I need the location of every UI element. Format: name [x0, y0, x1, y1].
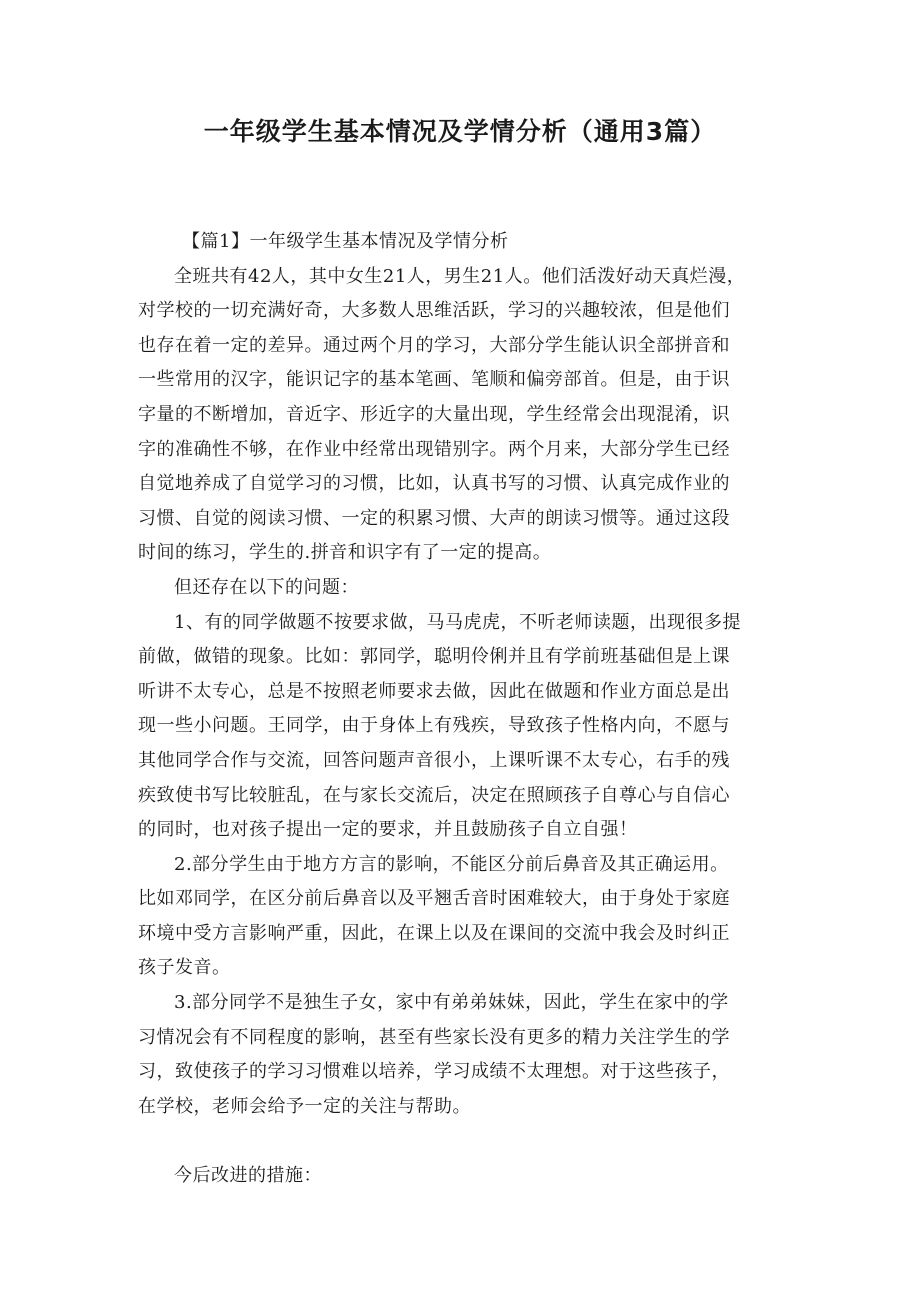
paragraph-line: 听讲不太专心，总是不按照老师要求去做，因此在做题和作业方面总是出 — [138, 680, 730, 702]
paragraph-line: 其他同学合作与交流，回答问题声音很小，上课听课不太专心，右手的残 — [138, 749, 730, 771]
paragraph-line: 自觉地养成了自觉学习的习惯，比如，认真书写的习惯、认真完成作业的 — [138, 473, 730, 495]
paragraph-problem-2 — [138, 848, 778, 986]
paragraph-line: 也存在着一定的差异。通过两个月的学习，大部分学生能认识全部拼音和 — [138, 334, 730, 356]
closing-heading: 今后改进的措施： — [174, 1165, 322, 1187]
paragraph-line: 习惯、自觉的阅读习惯、一定的积累习惯、大声的朗读习惯等。通过这段 — [138, 507, 730, 529]
paragraph-line: 1、有的同学做题不按要求做，马马虎虎，不听老师读题，出现很多提 — [174, 611, 741, 633]
paragraph-spacer — [138, 1124, 778, 1159]
paragraph-problem-3 — [138, 986, 778, 1124]
section-heading: 【篇1】一年级学生基本情况及学情分析 — [182, 231, 509, 252]
paragraph-line: 3.部分同学不是独生子女，家中有弟弟妹妹，因此，学生在家中的学 — [174, 992, 729, 1014]
paragraph-line: 但还存在以下的问题： — [174, 576, 359, 598]
paragraph-line: 一些常用的汉字，能识记字的基本笔画、笔顺和偏旁部首。但是，由于识 — [138, 369, 730, 391]
paragraph-line: 字量的不断增加，音近字、形近字的大量出现，学生经常会出现混淆，识 — [138, 403, 730, 425]
paragraph-line: 字的准确性不够，在作业中经常出现错别字。两个月来，大部分学生已经 — [138, 438, 730, 460]
paragraph-line: 疾致使书写比较脏乱，在与家长交流后，决定在照顾孩子自尊心与自信心 — [138, 784, 730, 806]
paragraph-line: 环境中受方言影响严重，因此，在课上以及在课间的交流中我会及时纠正 — [138, 922, 730, 944]
paragraph-problem-1 — [138, 606, 778, 848]
paragraph-line: 比如邓同学，在区分前后鼻音以及平翘舌音时困难较大，由于身处于家庭 — [138, 888, 730, 910]
paragraph-line: 前做，做错的现象。比如：郭同学，聪明伶俐并且有学前班基础但是上课 — [138, 646, 730, 668]
paragraph-line: 习情况会有不同程度的影响，甚至有些家长没有更多的精力关注学生的学 — [138, 1026, 730, 1048]
document-body — [138, 225, 778, 1194]
paragraph-line: 习，致使孩子的学习习惯难以培养，学习成绩不太理想。对于这些孩子， — [138, 1061, 730, 1083]
paragraph-line: 2.部分学生由于地方方言的影响，不能区分前后鼻音及其正确运用。 — [174, 853, 729, 875]
paragraph-line: 的同时，也对孩子提出一定的要求，并且鼓励孩子自立自强！ — [138, 819, 638, 841]
paragraph-line: 对学校的一切充满好奇，大多数人思维活跃，学习的兴趣较浓，但是他们 — [138, 300, 730, 322]
paragraph-line: 在学校，老师会给予一定的关注与帮助。 — [138, 1095, 471, 1117]
paragraph-line: 现一些小问题。王同学，由于身体上有残疾，导致孩子性格内向，不愿与 — [138, 715, 730, 737]
paragraph-problems-intro — [138, 571, 778, 606]
document-title: 一年级学生基本情况及学情分析（通用3篇） — [203, 117, 717, 146]
paragraph-line: 时间的练习，学生的.拼音和识字有了一定的提高。 — [138, 542, 552, 564]
paragraph-line: 孩子发音。 — [138, 957, 231, 979]
paragraph-line: 全班共有42人，其中女生21人，男生21人。他们活泼好动天真烂漫， — [174, 265, 746, 287]
paragraph-intro — [138, 260, 778, 571]
